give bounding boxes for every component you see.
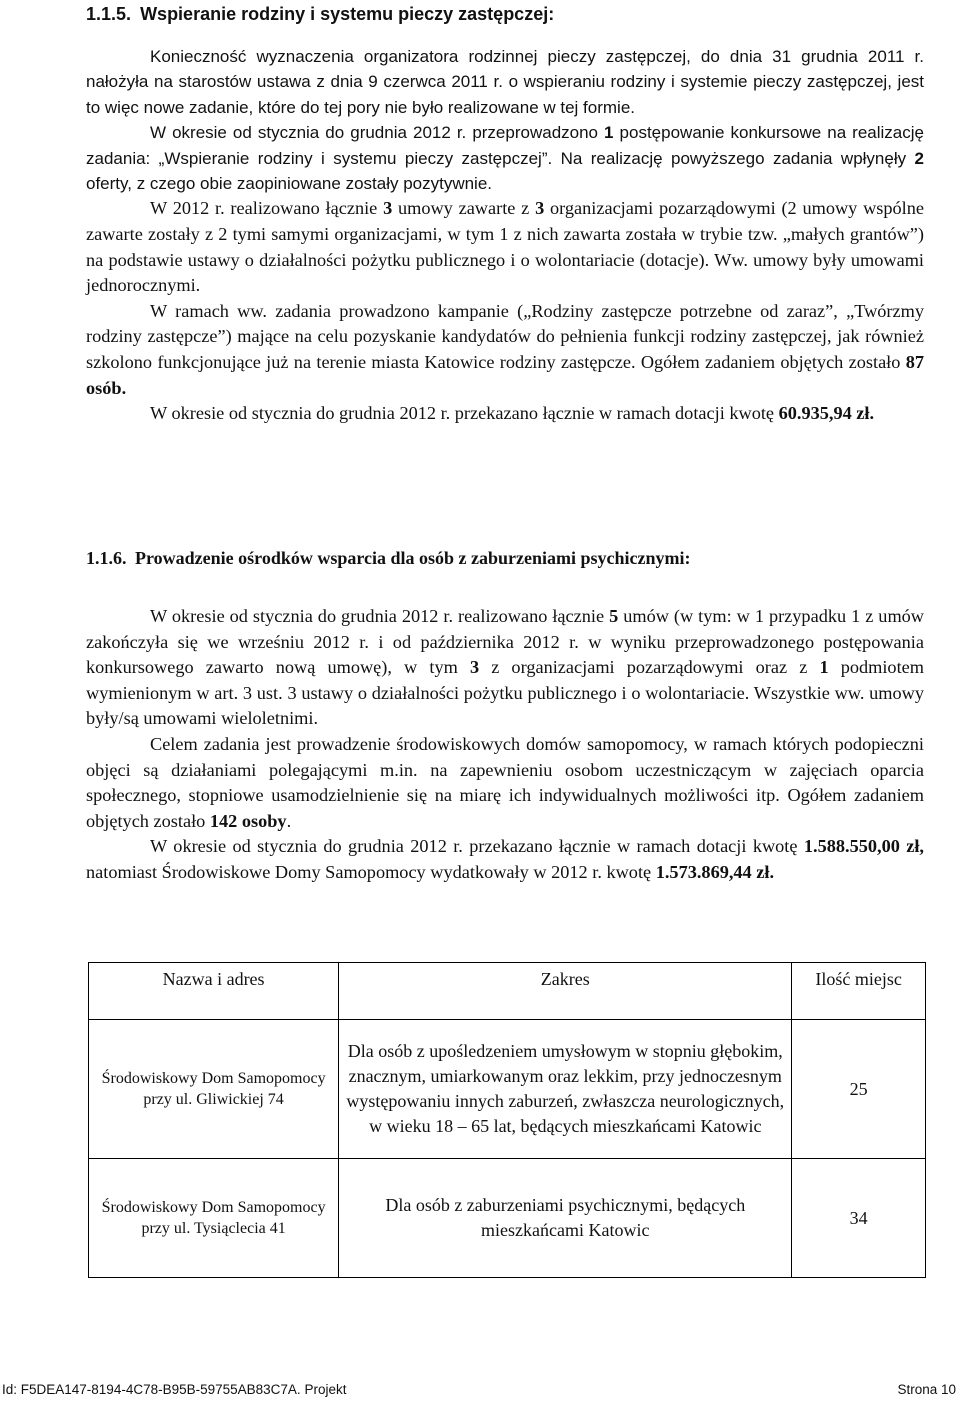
document-id: Id: F5DEA147-8194-4C78-B95B-59755AB83C7A. Projekt <box>2 1382 347 1397</box>
paragraph: W okresie od stycznia do grudnia 2012 r. przeprowadzono 1 postępowanie konkursowe na realizację zadania: „Wspieranie rodziny i systemu pieczy zastępczej”. Na realizację powyższego zadania wpłynęły 2 oferty, z czego obie zaopiniowane zostały pozytywnie. <box>86 123 924 194</box>
table-header: Zakres <box>339 963 792 1020</box>
table-row <box>89 1020 926 1159</box>
table-cell-scope: Dla osób z upośledzeniem umysłowym w stopniu głębokim, znacznym, umiarkowanym oraz lekkim, przy jednoczesnym występowaniu innych zaburzeń, zwłaszcza neurologicznych, w wieku 18 – 65 lat, będących mieszkańcami Katowic <box>339 1020 792 1159</box>
section-body-1-1-5 <box>86 44 924 427</box>
paragraph: W 2012 r. realizowano łącznie 3 umowy zawarte z 3 organizacjami pozarządowymi (2 umowy wspólne zawarte zostały z 2 tymi samymi organizacjami, w tym 1 z nich zawarta została w trybie tzw. „małych grantów”) na podstawie ustawy o działalności pożytku publicznego i o wolontariacie (dotacje). Ww. umowy były umowami jednorocznymi. <box>86 198 924 296</box>
paragraph: Celem zadania jest prowadzenie środowiskowych domów samopomocy, w ramach których podopieczni objęci są działaniami polegającymi m.in. na zapewnieniu osobom uczestniczącym w zajęciach oparcia społecznego, stopniowe usamodzielnienie się na miarę ich indywidualnych możliwości itp. Ogółem zadaniem objętych zostało 142 osoby. <box>86 733 924 831</box>
table-cell-scope: Dla osób z zaburzeniami psychicznymi, będących mieszkańcami Katowic <box>339 1159 792 1278</box>
table-cell-places: 25 <box>792 1020 926 1159</box>
section-number: 1.1.6. <box>86 548 127 568</box>
table-cell-name: Środowiskowy Dom Samopomocy przy ul. Tysiąclecia 41 <box>89 1159 339 1278</box>
section-number: 1.1.5. <box>86 4 132 24</box>
table-cell-name: Środowiskowy Dom Samopomocy przy ul. Gliwickiej 74 <box>89 1020 339 1159</box>
section-heading-1-1-6 <box>86 548 691 569</box>
page-number: Strona 10 <box>897 1382 956 1397</box>
section-title: Prowadzenie ośrodków wsparcia dla osób z zaburzeniami psychicznymi: <box>135 548 691 568</box>
section-body-1-1-6 <box>86 604 924 886</box>
paragraph: W ramach ww. zadania prowadzono kampanie („Rodziny zastępcze potrzebne od zaraz”, „Twórzmy rodziny zastępcze”) mające na celu pozyskanie kandydatów do pełnienia funkcji rodziny zastępczej, jak również szkolono funkcjonujące już na terenie miasta Katowice rodziny zastępcze. Ogółem zadaniem objętych zostało 87 osób. <box>86 300 924 398</box>
section-title: Wspieranie rodziny i systemu pieczy zastępczej: <box>140 4 555 24</box>
section-heading-1-1-5 <box>86 4 554 25</box>
paragraph: Konieczność wyznaczenia organizatora rodzinnej pieczy zastępczej, do dnia 31 grudnia 2011 r. nałożyła na starostów ustawa z dnia 9 czerwca 2011 r. o wspieraniu rodziny i systemie pieczy zastępczej, jest to więc nowe zadanie, które do tej pory nie było realizowane w tej formie. <box>86 47 924 117</box>
table-header-row <box>89 963 926 1020</box>
table-row <box>89 1159 926 1278</box>
table-header: Ilość miejsc <box>792 963 926 1020</box>
table-cell-places: 34 <box>792 1159 926 1278</box>
paragraph: W okresie od stycznia do grudnia 2012 r. przekazano łącznie w ramach dotacji kwotę 1.588.550,00 zł, natomiast Środowiskowe Domy Samopomocy wydatkowały w 2012 r. kwotę 1.573.869,44 zł. <box>86 836 925 882</box>
table-header: Nazwa i adres <box>89 963 339 1020</box>
paragraph: W okresie od stycznia do grudnia 2012 r. realizowano łącznie 5 umów (w tym: w 1 przypadku 1 z umów zakończyła się we wrześniu 2012 r. i od października 2012 r. w wyniku przeprowadzonego postępowania konkursowego zawarto nową umowę), w tym 3 z organizacjami pozarządowymi oraz z 1 podmiotem wymienionym w art. 3 ust. 3 ustawy o działalności pożytku publicznego i o wolontariacie. Wszystkie ww. umowy były/są umowami wieloletnimi. <box>86 606 925 729</box>
paragraph: W okresie od stycznia do grudnia 2012 r. przekazano łącznie w ramach dotacji kwotę 60.935,94 zł. <box>150 403 875 424</box>
facilities-table <box>88 962 926 1278</box>
